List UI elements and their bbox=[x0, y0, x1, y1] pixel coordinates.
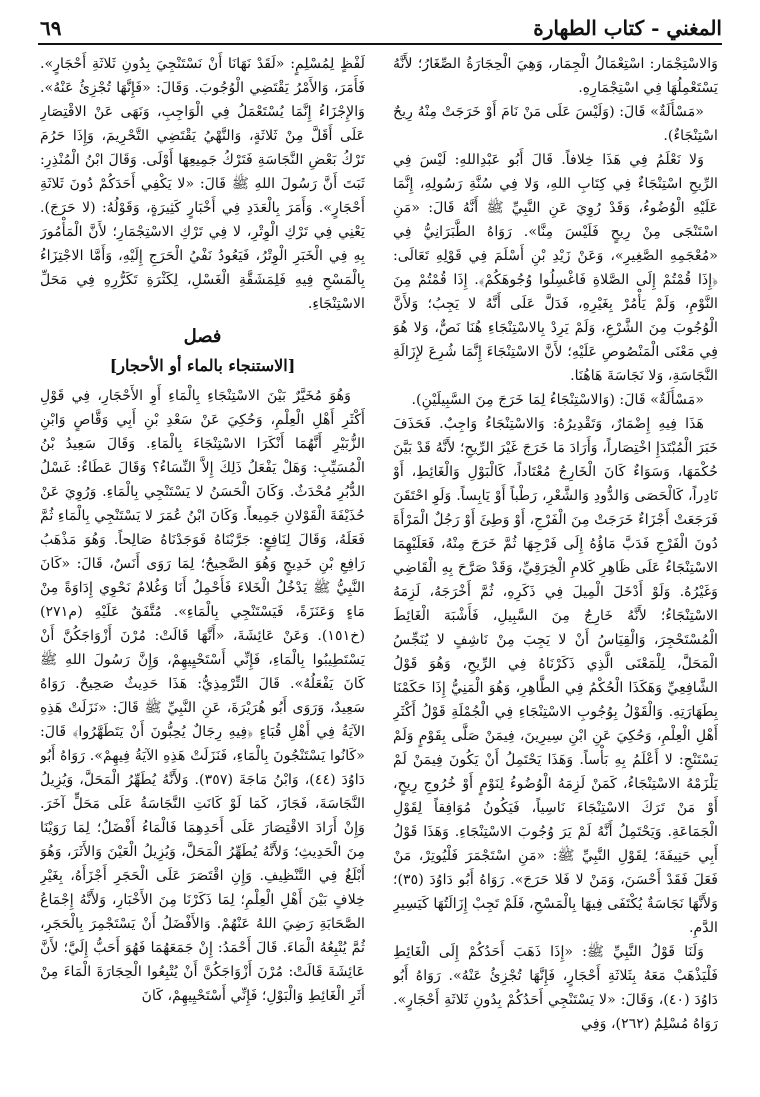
paragraph: هَذَا فِيهِ إِضْمَارٌ، وَتَقْدِيرُهُ: وَالاسْتِنْجَاءُ وَاجِبٌ. فَحَذَفَ خَبَرَ الْمُبْتَدَإِ اخْتِصَاراً، وَأَرَادَ مَا خَرَجَ غَيْرَ الرِّيحِ؛ لأَنَّهُ قَدْ بَيَّنَ حُكْمَهَا، وَسَوَاءٌ كَانَ الْخَارِجُ مُعْتَاداً، كَالْبَوْلِ وَالْغَائِطِ، أَوْ نَادِراً، كَالْحَصَى وَالدُّودِ وَالشَّعْرِ، رَطْباً أَوْ يَابِساً. وَلَوِ احْتَقَنَ فَرَجَعَتْ أَجْزَاءٌ خَرَجَتْ مِنَ الْفَرْجِ، أَوْ وَطِئَ أَوْ رَجُلٌ الْمَرْأَةَ دُونَ الْفَرْجِ فَدَبَّ مَاؤُهُ إِلَى فَرْجِهَا ثُمَّ خَرَجَ مِنْهُ، فَعَلَيْهِمَا الاسْتِنْجَاءُ عَلَى ظَاهِرِ كَلامِ الْخِرَقِيِّ، وَقَدْ صَرَّحَ بِهِ الْقَاضِي وَغَيْرُهُ. وَلَوْ أَدْخَلَ الْمِيلَ فِي ذَكَرِهِ، ثُمَّ أَخْرَجَهُ، لَزِمَهُ الاسْتِنْجَاءُ؛ لأَنَّهُ خَارِجٌ مِنَ السَّبِيلِ، فَأَشْبَهَ الْغَائِطَ الْمُسْتَحْجِرَ، وَالْقِيَاسُ أَنْ لا يَجِبَ مِنْ نَاشِفٍ لا يُنَجِّسُ الْمَحَلَّ، لِلْمَعْنَى الَّذِي ذَكَرْنَاهُ فِي الرِّيحِ، وَهُوَ قَوْلُ الشَّافِعِيِّ وَهَكَذَا الْحُكْمُ فِي الطَّاهِرِ، وَهُوَ الْمَنِيُّ إِذَا حَكَمْنَا بِطَهَارَتِهِ. وَالْقَوْلُ بِوُجُوبِ الاسْتِنْجَاءِ فِي الْجُمْلَةِ قَوْلُ أَكْثَرِ أَهْلِ الْعِلْمِ، وَحُكِيَ عَنِ ابْنِ سِيرِينَ، فِيمَنْ صَلَّى بِقَوْمٍ وَلَمْ يَسْتَنْجِ: لا أَعْلَمُ بِهِ بَأْساً. وَهَذَا يَحْتَمِلُ أَنْ يَكُونَ فِيمَنْ لَمْ يَلْزَمْهُ الاسْتِنْجَاءُ، كَمَنْ لَزِمَهُ الْوُضُوءُ لِنَوْمٍ أَوْ خُرُوجِ رِيحٍ، أَوْ مَنْ تَرَكَ الاسْتِنْجَاءَ نَاسِياً، فَيَكُونُ مُوَافِقاً لِقَوْلِ الْجَمَاعَةِ. وَيَحْتَمِلُ أَنَّهُ لَمْ يَرَ وُجُوبَ الاسْتِنْجَاءِ. وَهَذَا قَوْلُ أَبِي حَنِيفَةَ؛ لِقَوْلِ النَّبِيِّ ﷺ: «مَنِ اسْتَجْمَرَ فَلْيُوتِرْ، مَنْ فَعَلَ فَقَدْ أَحْسَنَ، وَمَنْ لا فَلا حَرَجَ». رَوَاهُ أَبُو دَاوُدَ (٣٥)؛ وَلأَنَّهَا نَجَاسَةٌ يُكْتَفَى فِيهَا بِالْمَسْحِ، فَلَمْ تَجِبْ إِزَالَتُهَا كَيَسِيرِ الدَّمِ. bbox=[393, 416, 718, 936]
paragraph: وَالاسْتِجْمَار: اسْتِعْمَالُ الْجِمَار، وَهِيَ الْحِجَارَةُ الصِّغَارُ؛ لأَنَّهُ يَسْتَعْمِلُهَا فِي اسْتِجْمَارِهِ. bbox=[393, 56, 718, 96]
section-title: فصل bbox=[183, 326, 222, 347]
page-number: ٦٩ bbox=[40, 16, 62, 40]
section-subtitle: [الاستنجاء بالماء أو الأحجار] bbox=[109, 356, 296, 375]
right-column bbox=[393, 52, 718, 1088]
paragraph: وَهُوَ مُخَيَّرٌ بَيْنَ الاسْتِنْجَاءِ بِالْمَاءِ أَوِ الأَحْجَارِ، فِي قَوْلِ أَكْثَرِ أَهْلِ الْعِلْمِ، وَحُكِيَ عَنْ سَعْدِ بْنِ أَبِي وَقَّاصٍ وَابْنِ الزُّبَيْرِ أَنَّهُمَا أَنْكَرَا الاسْتِنْجَاءَ بِالْمَاءِ. وَقَالَ سَعِيدُ بْنُ الْمُسَيِّبِ: وَهَلْ يَفْعَلُ ذَلِكَ إِلاَّ النِّسَاءُ؟ وَقَالَ عَطَاءٌ: غَسْلُ الدُّبُرِ مُحْدَثٌ. وَكَانَ الْحَسَنُ لا يَسْتَنْجِي بِالْمَاءِ. وَرُوِيَ عَنْ حُذَيْفَةَ الْقَوْلانِ جَمِيعاً. وَكَانَ ابْنُ عُمَرَ لا يَسْتَنْجِي بِالْمَاءِ ثُمَّ فَعَلَهُ، وَقَالَ لِنَافِعٍ: جَرَّبْنَاهُ فَوَجَدْنَاهُ صَالِحاً. وَهُوَ مَذْهَبُ رَافِعِ بْنِ خَدِيجٍ وَهُوَ الصَّحِيحُ؛ لِمَا رَوَى أَنَسٌ، قَالَ: «كَانَ النَّبِيُّ ﷺ يَدْخُلُ الْخَلاءَ فَأَحْمِلُ أَنَا وَغُلامٌ نَحْوِي إِدَاوَةً مِنْ مَاءٍ وَعَنَزَةً، فَيَسْتَنْجِي بِالْمَاءِ». مُتَّفَقٌ عَلَيْهِ (م٢٧١) (خ١٥١). وَعَنْ عَائِشَةَ، «أَنَّهَا قَالَتْ: مُرْنَ أَزْوَاجَكُنَّ أَنْ يَسْتَطِيبُوا بِالْمَاءِ، فَإِنِّي أَسْتَحْيِيهِمْ، وَإِنَّ رَسُولَ اللهِ ﷺ كَانَ يَفْعَلُهُ». قَالَ التِّرْمِذِيُّ: هَذَا حَدِيثٌ صَحِيحٌ. رَوَاهُ سَعِيدٌ، وَرَوَى أَبُو هُرَيْرَةَ، عَنِ النَّبِيِّ ﷺ قَالَ: «نَزَلَتْ هَذِهِ الآيَةُ فِي أَهْلِ قُبَاءٍ ﴿فِيهِ رِجَالٌ يُحِبُّونَ أَنْ يَتَطَهَّرُوا﴾ قَالَ: «كَانُوا يَسْتَنْجُونَ بِالْمَاءِ، فَنَزَلَتْ هَذِهِ الآيَةُ فِيهِمْ». رَوَاهُ أَبُو دَاوُدَ (٤٤)، وَابْنُ مَاجَةَ (٣٥٧). وَلأَنَّهُ يُطَهِّرُ الْمَحَلَّ، وَيُزِيلُ النَّجَاسَةَ، فَجَازَ، كَمَا لَوْ كَانَتِ النَّجَاسَةُ عَلَى مَحَلٍّ آخَرَ. وَإِنْ أَرَادَ الاقْتِصَارَ عَلَى أَحَدِهِمَا فَالْمَاءُ أَفْضَلُ؛ لِمَا رَوَيْنَا مِنَ الْحَدِيثِ؛ وَلأَنَّهُ يُطَهِّرُ الْمَحَلَّ، وَيُزِيلُ الْعَيْنَ وَالأَثَرَ، وَهُوَ أَبْلَغُ فِي التَّنْظِيفِ. وَإِنِ اقْتَصَرَ عَلَى الْحَجَرِ أَجْزَأَهُ، بِغَيْرِ خِلافٍ بَيْنَ أَهْلِ الْعِلْمِ؛ لِمَا ذَكَرْنَا مِنَ الأَخْبَارِ، وَلأَنَّهُ إِجْمَاعُ الصَّحَابَةِ رَضِيَ اللهُ عَنْهُمْ. وَالأَفْضَلُ أَنْ يَسْتَجْمِرَ بِالْحَجَرِ، ثُمَّ يُتْبِعُهُ الْمَاءَ. قَالَ أَحْمَدُ: إِنْ جَمَعَهُمَا فَهُوَ أَحَبُّ إِلَيَّ؛ لأَنَّ عَائِشَةَ قَالَتْ: مُرْنَ أَزْوَاجَكُنَّ أَنْ يُتْبِعُوا الْحِجَارَةَ الْمَاءَ مِنْ أَثَرِ الْغَائِطِ وَالْبَوْلِ؛ فَإِنِّي أَسْتَحْيِيهِمْ، كَانَ bbox=[40, 388, 365, 1004]
left-column bbox=[40, 52, 365, 1088]
header-rule bbox=[38, 43, 722, 45]
paragraph: وَلَنَا قَوْلُ النَّبِيِّ ﷺ: «إِذَا ذَهَبَ أَحَدُكُمْ إِلَى الْغَائِطِ فَلْيَذْهَبْ مَعَهُ بِثَلاثَةِ أَحْجَارٍ، فَإِنَّهَا تُجْزِئُ عَنْهُ». رَوَاهُ أَبُو دَاوُدَ (٤٠)، وَقَالَ: «لا يَسْتَنْجِي أَحَدُكُمْ بِدُونِ ثَلاثَةِ أَحْجَارٍ». رَوَاهُ مُسْلِمٌ (٢٦٢)، وَفِي bbox=[393, 944, 718, 1032]
running-title: المغني - كتاب الطهارة bbox=[533, 16, 722, 40]
paragraph: وَلا نَعْلَمُ فِي هَذَا خِلافاً. قَالَ أَبُو عَبْدِاللهِ: لَيْسَ فِي الرِّيحِ اسْتِنْجَاءٌ فِي كِتَابِ اللهِ، وَلا فِي سُنَّةِ رَسُولِهِ، إِنَّمَا عَلَيْهِ الْوُضُوءُ، وَقَدْ رُوِيَ عَنِ النَّبِيِّ ﷺ أَنَّهُ قَالَ: «مَنِ اسْتَنْجَى مِنْ رِيحٍ فَلَيْسَ مِنَّا». رَوَاهُ الطَّبَرَانِيُّ فِي «مُعْجَمِهِ الصَّغِيرِ»، وَعَنْ زَيْدِ بْنِ أَسْلَمَ فِي قَوْلِهِ تَعَالَى: ﴿إِذَا قُمْتُمْ إِلَى الصَّلاةِ فَاغْسِلُوا وُجُوهَكُمْ﴾. إِذَا قُمْتُمْ مِنَ النَّوْمِ، وَلَمْ يَأْمُرْ بِغَيْرِهِ، فَدَلَّ عَلَى أَنَّهُ لا يَجِبُ؛ وَلأَنَّ الْوُجُوبَ مِنَ الشَّرْعِ، وَلَمْ يَرِدْ بِالاسْتِنْجَاءِ هُنَا نَصٌّ، وَلا هُوَ فِي مَعْنَى الْمَنْصُوصِ عَلَيْهِ؛ لأَنَّ الاسْتِنْجَاءَ إِنَّمَا شُرِعَ لإِزَالَةِ النَّجَاسَةِ، وَلا نَجَاسَةَ هَاهُنَا. bbox=[393, 152, 718, 384]
paragraph: لَفْظٍ لِمُسْلِمٍ: «لَقَدْ نَهَانَا أَنْ نَسْتَنْجِيَ بِدُونِ ثَلاثَةِ أَحْجَارٍ». فَأَمَرَ، وَالأَمْرُ يَقْتَضِي الْوُجُوبَ. وَقَالَ: «فَإِنَّهَا تُجْزِئُ عَنْهُ». وَالإِجْزَاءُ إِنَّمَا يُسْتَعْمَلُ فِي الْوَاجِبِ، وَنَهَى عَنْ الاقْتِصَارِ عَلَى أَقَلَّ مِنْ ثَلاثَةٍ، وَالنَّهْيُ يَقْتَضِي التَّحْرِيمَ، وَإِذَا حَرُمَ تَرْكُ بَعْضِ النَّجَاسَةِ فَتَرْكُ جَمِيعِهَا أَوْلَى. وَقَالَ ابْنُ الْمُنْذِرِ: ثَبَتَ أَنَّ رَسُولَ اللهِ ﷺ قَالَ: «لا يَكْفِي أَحَدَكُمْ دُونَ ثَلاثَةِ أَحْجَارٍ». وَأَمَرَ بِالْعَدَدِ فِي أَخْبَارٍ كَثِيرَةٍ، وَقَوْلُهُ: (لا حَرَجَ). يَعْنِي فِي تَرْكِ الْوِتْرِ، لا فِي تَرْكِ الاسْتِجْمَارِ؛ لأَنَّ الْمَأْمُورَ بِهِ فِي الْخَبَرِ الْوِتْرُ، فَيَعُودُ نَفْيُ الْحَرَجِ إِلَيْهِ، وَأَمَّا الاجْتِزَاءُ بِالْمَسْحِ فِيهِ فَلِمَشَقَّةِ الْغَسْلِ، لِكَثْرَةِ تَكَرُّرِهِ فِي مَحَلِّ الاسْتِنْجَاءِ. bbox=[40, 56, 365, 312]
paragraph: «مَسْأَلَةٌ» قَالَ: (وَالاسْتِنْجَاءُ لِمَا خَرَجَ مِنَ السَّبِيلَيْنِ). bbox=[411, 392, 704, 408]
page-header bbox=[38, 14, 722, 44]
paragraph: «مَسْأَلَةٌ» قَالَ: (وَلَيْسَ عَلَى مَنْ نَامَ أَوْ خَرَجَتْ مِنْهُ رِيحٌ اسْتِنْجَاءٌ). bbox=[393, 104, 718, 144]
